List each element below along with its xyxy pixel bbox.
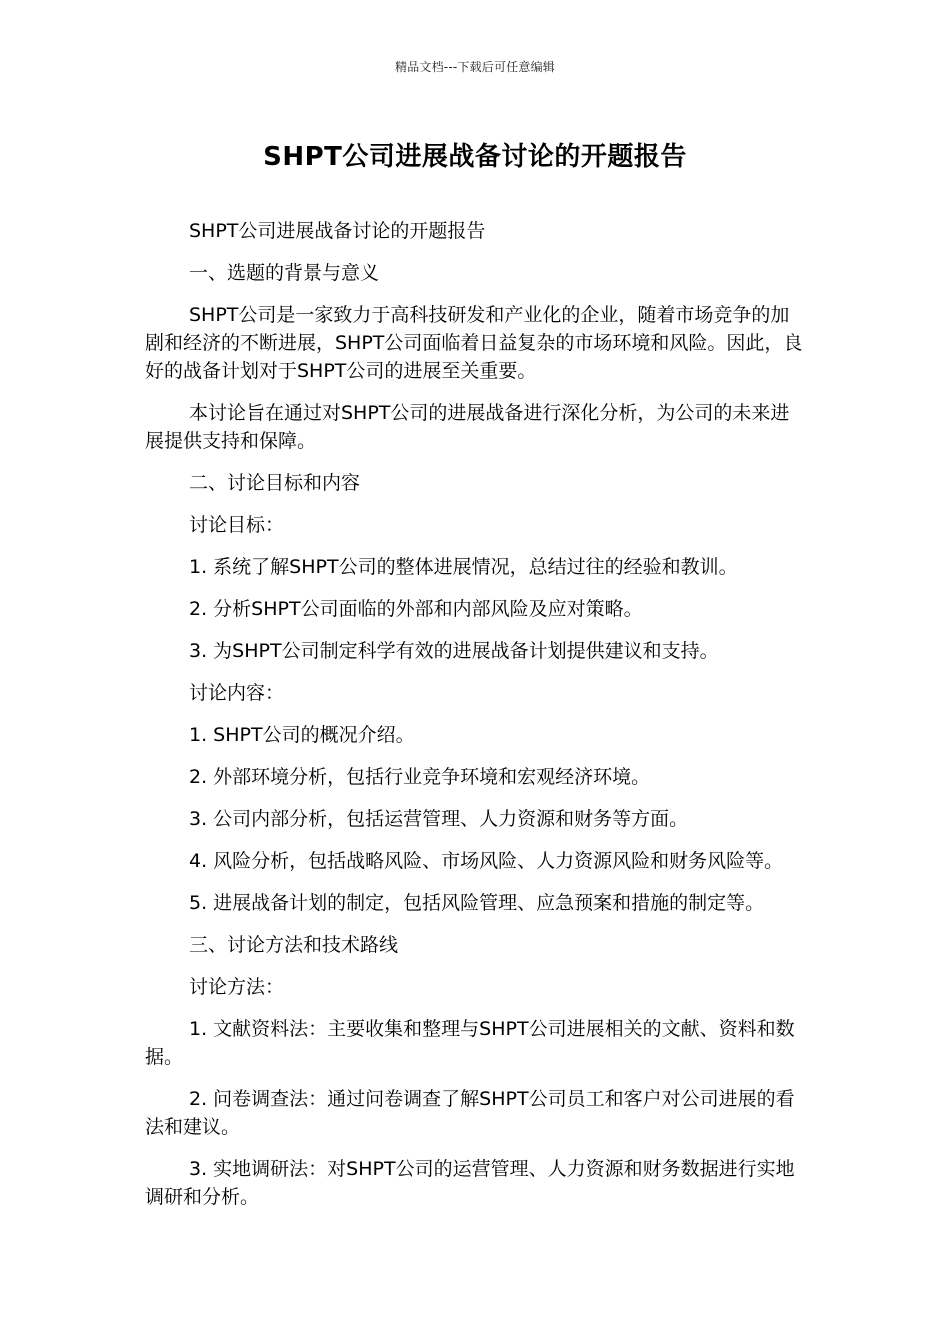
list-item: 1. SHPT公司的概况介绍。 bbox=[189, 724, 415, 746]
document-title: SHPT公司进展战备讨论的开题报告 bbox=[263, 142, 687, 172]
section-heading: 一、选题的背景与意义 bbox=[189, 262, 380, 284]
list-item: 5. 进展战备计划的制定，包括风险管理、应急预案和措施的制定等。 bbox=[189, 892, 765, 914]
list-item: 1. 系统了解SHPT公司的整体进展情况，总结过往的经验和教训。 bbox=[189, 556, 738, 578]
list-item: 4. 风险分析，包括战略风险、市场风险、人力资源风险和财务风险等。 bbox=[189, 850, 784, 872]
document-body bbox=[145, 217, 807, 1225]
paragraph: SHPT公司是一家致力于高科技研发和产业化的企业，随着市场竞争的加剧和经济的不断进展，SHPT公司面临着日益复杂的市场环境和风险。因此，良好的战备计划对于SHPT公司的进展至关重要。 bbox=[145, 304, 803, 382]
list-item: 3. 实地调研法：对SHPT公司的运营管理、人力资源和财务数据进行实地调研和分析。 bbox=[145, 1158, 795, 1208]
list-item: 3. 为SHPT公司制定科学有效的进展战备计划提供建议和支持。 bbox=[189, 640, 719, 662]
paragraph: SHPT公司进展战备讨论的开题报告 bbox=[189, 220, 486, 242]
paragraph: 本讨论旨在通过对SHPT公司的进展战备进行深化分析，为公司的未来进展提供支持和保障。 bbox=[145, 402, 790, 452]
header-note: 精品文档---下载后可任意编辑 bbox=[395, 60, 555, 74]
list-item: 1. 文献资料法：主要收集和整理与SHPT公司进展相关的文献、资料和数据。 bbox=[145, 1018, 795, 1068]
subheading: 讨论内容： bbox=[189, 682, 285, 704]
section-heading: 三、讨论方法和技术路线 bbox=[189, 934, 399, 956]
list-item: 3. 公司内部分析，包括运营管理、人力资源和财务等方面。 bbox=[189, 808, 689, 830]
list-item: 2. 问卷调查法：通过问卷调查了解SHPT公司员工和客户对公司进展的看法和建议。 bbox=[145, 1088, 795, 1138]
subheading: 讨论目标： bbox=[189, 514, 285, 536]
list-item: 2. 外部环境分析，包括行业竞争环境和宏观经济环境。 bbox=[189, 766, 651, 788]
subheading: 讨论方法： bbox=[189, 976, 285, 998]
list-item: 2. 分析SHPT公司面临的外部和内部风险及应对策略。 bbox=[189, 598, 643, 620]
section-heading: 二、讨论目标和内容 bbox=[189, 472, 361, 494]
